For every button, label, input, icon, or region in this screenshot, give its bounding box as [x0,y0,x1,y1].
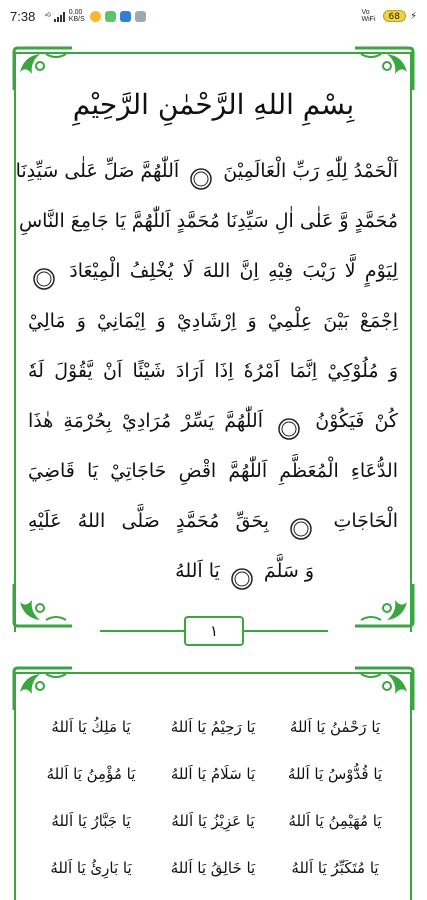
dua-segment: بِحَقِّ مُحَمَّدٍ صَلَّى اللهُ عَلَيْهِ [28,510,270,532]
network-speed-unit: KB/S [68,16,85,23]
app-notification-icon-4 [135,11,146,22]
dua-line [28,446,398,496]
name-cell: يَا رَحْمٰنُ يَا اَللهُ [289,717,381,736]
names-row [30,844,396,891]
dua-line [18,196,398,246]
page-number-rule-left [100,630,184,632]
page-number-rule-right [244,630,328,632]
name-cell: يَا مُهَيْمِنُ يَا اَللهُ [288,811,382,830]
dua-text [15,146,398,596]
battery-indicator: 68 [383,10,406,22]
name-cell: يَا قُدُّوْسُ يَا اَللهُ [287,764,383,783]
signal-indicator: ⁴ᴳ [44,12,51,20]
dua-line [28,246,398,296]
name-cell: يَا مُتَكَبِّرُ يَا اَللهُ [291,858,379,877]
verse-separator-icon [289,510,313,534]
dua-segment: الدُّعَاءِ الْمُعَظَّمِ اَللّٰهُمَّ اقْضِ حَاجَاتِيْ يَا قَاضِيَ [28,460,398,482]
name-cell: يَا مَلِكُ يَا اَللهُ [51,717,131,736]
dua-line [28,296,398,346]
divine-names-grid [30,703,396,891]
app-notification-icon-3 [120,11,131,22]
wifi-calling-label: Vo WiFi [361,9,376,23]
verse-separator-icon [277,410,301,434]
name-cell: يَا بَارِئُ يَا اَللهُ [50,858,132,877]
dua-segment: اِجْمَعْ بَيْنَ عِلْمِيْ وَ اِرْشَادِيْ وَ اِيْمَانِيْ وَ مَالِيْ [28,310,398,332]
names-row [30,703,396,750]
dua-line [28,396,398,446]
network-speed-value: 0.00 [68,9,83,16]
page-number-bar [0,616,427,646]
name-cell: يَا خَالِقُ يَا اَللهُ [170,858,256,877]
names-row [30,750,396,797]
verse-separator-icon [32,260,56,284]
app-notification-icon-2 [105,11,116,22]
network-speed [69,9,85,23]
dua-segment: يَا اَللهُ [175,560,220,582]
charging-icon: ⚡ [409,10,417,22]
dua-line [28,496,398,546]
status-right [359,9,417,23]
name-cell: يَا رَحِيْمُ يَا اَللهُ [170,717,256,736]
page-number: ١ [184,616,244,646]
dua-segment: وَ سَلَّمَ [263,560,314,582]
ornament-corner-top-right-icon [347,44,417,94]
dua-segment: مُحَمَّدٍ وَّ عَلٰى اٰلِ سَيِّدِنَا مُحَمَّدٍ اَللّٰهُمَّ يَا جَامِعَ النَّاسِ [18,210,398,232]
dua-segment: كُنْ فَيَكُوْنُ [315,410,398,432]
bismillah-heading: بِسْمِ اللهِ الرَّحْمٰنِ الرَّحِيْمِ [72,88,355,121]
name-cell: يَا سَلَامُ يَا اَللهُ [170,764,256,783]
dua-segment: الْحَاجَاتِ [333,510,398,532]
dua-segment: لِيَوْمٍ لَّا رَيْبَ فِيْهِ اِنَّ اللهَ لَا يُخْلِفُ الْمِيْعَادَ [69,260,398,282]
dua-line [28,546,398,596]
app-notification-icon-1 [90,11,101,22]
status-time: 7:38 [10,8,36,24]
dua-segment: اَللّٰهُمَّ يَسِّرْ مُرَادِيْ بِحُرْمَةِ هٰذَا [28,410,263,432]
dua-segment: اَلْحَمْدُ لِلّٰهِ رَبِّ الْعَالَمِيْنَ [223,160,398,182]
dua-segment: وَ مُلُوْكِيْ اِنَّمَا اَمْرُهٗ اِذَا اَرَادَ شَيْئًا اَنْ يَّقُوْلَ لَهٗ [28,360,398,382]
signal-icon [54,11,66,21]
verse-separator-icon [230,560,254,584]
name-cell: يَا جَبَّارُ يَا اَللهُ [51,811,131,830]
name-cell: يَا مُؤْمِنُ يَا اَللهُ [46,764,136,783]
dua-line [15,146,398,196]
status-bar [0,0,427,32]
ornament-corner-top-left-icon [10,44,80,94]
names-row [30,797,396,844]
verse-separator-icon [189,160,213,184]
name-cell: يَا عَزِيْزُ يَا اَللهُ [171,811,255,830]
dua-segment: اَللّٰهُمَّ صَلِّ عَلٰى سَيِّدِنَا [15,160,180,182]
dua-line [28,346,398,396]
